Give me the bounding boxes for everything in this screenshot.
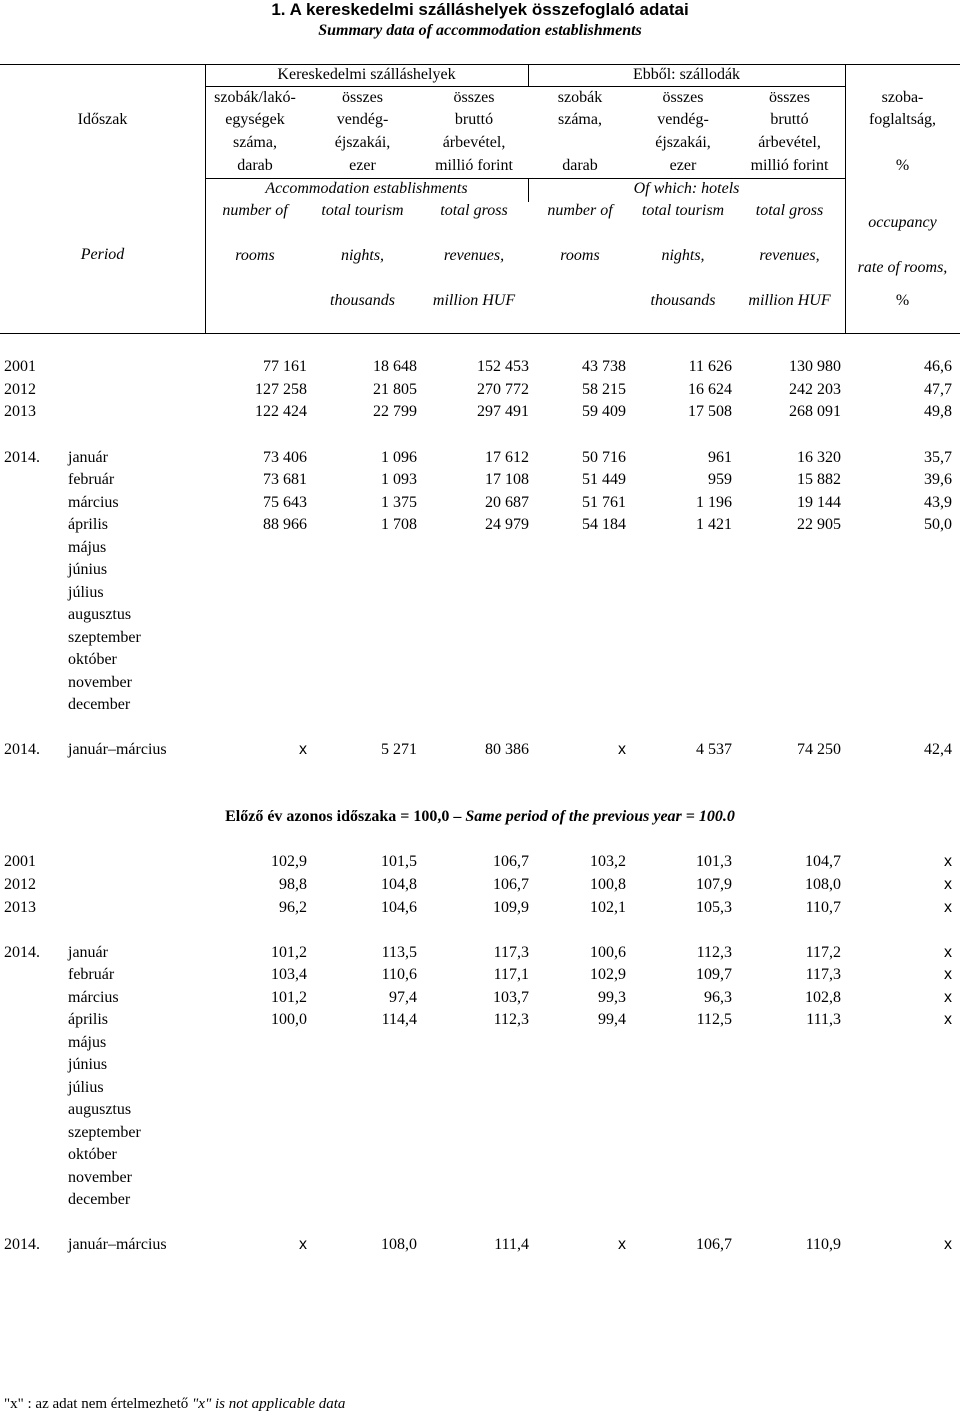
cell-col5: 105,3 bbox=[696, 899, 732, 916]
cell-col6: 111,3 bbox=[806, 1011, 841, 1028]
row-month: május bbox=[68, 539, 107, 556]
col3-hu-4: millió forint bbox=[435, 157, 513, 174]
cell-col7: x bbox=[944, 966, 952, 983]
col2-en-3: thousands bbox=[330, 292, 395, 309]
col5-en-2: nights, bbox=[661, 247, 705, 264]
table-row bbox=[0, 1167, 960, 1189]
col5-en-3: thousands bbox=[650, 292, 716, 309]
cell-col3: 80 386 bbox=[485, 741, 529, 758]
cell-col1: 127 258 bbox=[255, 381, 307, 398]
cell-col7: 47,7 bbox=[924, 381, 952, 398]
cell-col3: 17 108 bbox=[485, 471, 529, 488]
row-month: december bbox=[68, 1191, 131, 1208]
cell-col4: 99,3 bbox=[598, 989, 626, 1006]
col6-en-2: revenues, bbox=[759, 247, 820, 264]
cell-col2: 114,4 bbox=[381, 1011, 417, 1028]
cell-col3: 17 612 bbox=[485, 449, 529, 466]
col2-en-1: total tourism bbox=[321, 202, 404, 219]
cell-col2: 5 271 bbox=[381, 741, 417, 758]
cell-col7: 49,8 bbox=[924, 403, 952, 420]
cell-col5: 959 bbox=[708, 471, 732, 488]
table-row bbox=[0, 874, 960, 896]
row-month: augusztus bbox=[68, 606, 132, 623]
cell-col7: x bbox=[944, 944, 952, 961]
table-header bbox=[0, 64, 960, 334]
row-year: 2001 bbox=[4, 358, 36, 375]
cell-col3: 24 979 bbox=[485, 516, 529, 533]
table-row bbox=[0, 379, 960, 401]
col5-hu-3: éjszakái, bbox=[655, 134, 711, 151]
col7-hu-2: foglaltság, bbox=[868, 111, 937, 128]
header-bottom-rule bbox=[0, 333, 960, 334]
cell-col5: 96,3 bbox=[704, 989, 732, 1006]
table-row bbox=[0, 1009, 960, 1031]
row-month: január–március bbox=[68, 741, 167, 758]
cell-col5: 4 537 bbox=[696, 741, 732, 758]
footnote-hu: "x" : az adat nem értelmezhető bbox=[4, 1396, 189, 1412]
cell-col6: 74 250 bbox=[797, 741, 841, 758]
table-row bbox=[0, 537, 960, 559]
row-month: március bbox=[68, 494, 119, 511]
col1-hu-2: egységek bbox=[225, 111, 285, 128]
col3-hu-2: bruttó bbox=[454, 111, 494, 128]
col7-hu-1: szoba- bbox=[881, 89, 924, 106]
cell-col1: 101,2 bbox=[271, 944, 307, 961]
cell-col4: 54 184 bbox=[582, 516, 626, 533]
cell-col1: 96,2 bbox=[279, 899, 307, 916]
cell-col4: x bbox=[618, 741, 626, 758]
cell-col1: 73 406 bbox=[263, 449, 307, 466]
cell-col3: 111,4 bbox=[494, 1236, 529, 1253]
col1-en-1: number of bbox=[222, 202, 288, 219]
row-month: május bbox=[68, 1034, 107, 1051]
col6-hu-4: millió forint bbox=[750, 157, 829, 174]
table-row bbox=[0, 559, 960, 581]
col3-en-2: revenues, bbox=[443, 247, 505, 264]
col3-en-3: million HUF bbox=[432, 292, 516, 309]
table-row bbox=[0, 1099, 960, 1121]
period-label-en: Period bbox=[80, 246, 125, 263]
table-row bbox=[0, 604, 960, 626]
cell-col5: 1 421 bbox=[696, 516, 732, 533]
col1-hu-3: száma, bbox=[233, 134, 277, 151]
col5-hu-2: vendég- bbox=[657, 111, 709, 128]
cell-col6: 110,7 bbox=[805, 899, 841, 916]
row-month: február bbox=[68, 471, 115, 488]
row-month: április bbox=[68, 1011, 108, 1028]
cell-col6: 22 905 bbox=[797, 516, 841, 533]
cell-col4: 43 738 bbox=[582, 358, 626, 375]
cell-col2: 108,0 bbox=[381, 1236, 417, 1253]
cell-col2: 110,6 bbox=[381, 966, 417, 983]
cell-col7: 39,6 bbox=[924, 471, 952, 488]
cell-col4: 100,8 bbox=[590, 876, 626, 893]
footnote bbox=[4, 1394, 345, 1414]
row-month: július bbox=[68, 584, 104, 601]
cell-col6: 19 144 bbox=[797, 494, 841, 511]
col6-hu-3: árbevétel, bbox=[758, 134, 821, 151]
cell-col5: 112,5 bbox=[696, 1011, 732, 1028]
col5-en-1: total tourism bbox=[641, 202, 725, 219]
row-month: augusztus bbox=[68, 1101, 132, 1118]
cell-col5: 1 196 bbox=[696, 494, 732, 511]
cell-col4: 50 716 bbox=[582, 449, 626, 466]
cell-col4: 58 215 bbox=[582, 381, 626, 398]
cell-col6: 242 203 bbox=[789, 381, 841, 398]
cell-col5: 961 bbox=[708, 449, 732, 466]
cell-col4: x bbox=[618, 1236, 626, 1253]
row-year: 2014. bbox=[4, 944, 40, 961]
cell-col5: 112,3 bbox=[696, 944, 732, 961]
row-month: március bbox=[68, 989, 119, 1006]
col1-en-2: rooms bbox=[235, 247, 275, 264]
cell-col7: 35,7 bbox=[924, 449, 952, 466]
cell-col2: 18 648 bbox=[373, 358, 417, 375]
section2-title-hu: Előző év azonos időszaka = 100,0 bbox=[225, 808, 450, 825]
col6-en-3: million HUF bbox=[748, 292, 831, 309]
cell-col1: x bbox=[299, 1236, 307, 1253]
cell-col1: 100,0 bbox=[271, 1011, 307, 1028]
col1-hu-1: szobák/lakó- bbox=[214, 89, 296, 106]
col1-hu-4: darab bbox=[237, 157, 273, 174]
cell-col1: 122 424 bbox=[255, 403, 307, 420]
cell-col6: 104,7 bbox=[805, 853, 841, 870]
col7-en-3: % bbox=[895, 292, 910, 309]
row-month: október bbox=[68, 651, 117, 668]
row-month: november bbox=[68, 674, 132, 691]
cell-col1: 103,4 bbox=[271, 966, 307, 983]
cell-col1: 88 966 bbox=[263, 516, 307, 533]
row-month: január bbox=[68, 449, 108, 466]
group1-label-hu: Kereskedelmi szálláshelyek bbox=[277, 66, 456, 83]
col2-en-2: nights, bbox=[340, 247, 385, 264]
cell-col3: 103,7 bbox=[493, 989, 529, 1006]
cell-col6: 117,3 bbox=[805, 966, 841, 983]
cell-col6: 102,8 bbox=[805, 989, 841, 1006]
row-month: január bbox=[68, 944, 108, 961]
cell-col3: 106,7 bbox=[493, 853, 529, 870]
cell-col2: 113,5 bbox=[381, 944, 417, 961]
cell-col7: 50,0 bbox=[924, 516, 952, 533]
table-row bbox=[0, 1077, 960, 1099]
col3-hu-1: összes bbox=[453, 89, 495, 106]
row-year: 2013 bbox=[4, 403, 36, 420]
cell-col4: 103,2 bbox=[590, 853, 626, 870]
row-year: 2001 bbox=[4, 853, 36, 870]
cell-col5: 17 508 bbox=[688, 403, 732, 420]
cell-col6: 130 980 bbox=[789, 358, 841, 375]
cell-col2: 1 375 bbox=[381, 494, 417, 511]
table-row bbox=[0, 1032, 960, 1054]
cell-col1: 73 681 bbox=[263, 471, 307, 488]
cell-col3: 117,1 bbox=[493, 966, 529, 983]
table-row bbox=[0, 627, 960, 649]
table-row bbox=[0, 649, 960, 671]
col2-hu-2: vendég- bbox=[336, 111, 389, 128]
cell-col7: x bbox=[944, 1236, 952, 1253]
table-row bbox=[0, 964, 960, 986]
cell-col7: x bbox=[944, 876, 952, 893]
cell-col4: 59 409 bbox=[582, 403, 626, 420]
row-month: február bbox=[68, 966, 115, 983]
section2-title bbox=[0, 806, 960, 828]
table-row bbox=[0, 987, 960, 1009]
table-row bbox=[0, 1189, 960, 1211]
cell-col3: 297 491 bbox=[477, 403, 529, 420]
row-month: július bbox=[68, 1079, 104, 1096]
cell-col7: 42,4 bbox=[924, 741, 952, 758]
cell-col3: 106,7 bbox=[493, 876, 529, 893]
cell-col4: 51 449 bbox=[582, 471, 626, 488]
row-month: szeptember bbox=[68, 1124, 141, 1141]
group2-label-en: Of which: hotels bbox=[633, 180, 740, 197]
row-month: április bbox=[68, 516, 108, 533]
table-row bbox=[0, 1054, 960, 1076]
title-hungarian: 1. A kereskedelmi szálláshelyek összefoglaló adatai bbox=[271, 0, 689, 19]
cell-col2: 1 708 bbox=[381, 516, 417, 533]
col6-hu-1: összes bbox=[769, 89, 810, 106]
col2-hu-4: ezer bbox=[349, 157, 376, 174]
section2-title-en: Same period of the previous year = 100.0 bbox=[465, 808, 735, 825]
col5-hu-4: ezer bbox=[669, 157, 697, 174]
cell-col3: 117,3 bbox=[493, 944, 529, 961]
cell-col5: 16 624 bbox=[688, 381, 732, 398]
group2-label-hu: Ebből: szállodák bbox=[632, 66, 741, 83]
col6-hu-2: bruttó bbox=[770, 111, 809, 128]
cell-col2: 1 096 bbox=[381, 449, 417, 466]
row-year: 2014. bbox=[4, 449, 40, 466]
cell-col3: 270 772 bbox=[477, 381, 529, 398]
row-month: december bbox=[68, 696, 131, 713]
cell-col4: 102,1 bbox=[590, 899, 626, 916]
cell-col3: 112,3 bbox=[493, 1011, 529, 1028]
cell-col5: 11 626 bbox=[688, 358, 732, 375]
table-row bbox=[0, 582, 960, 604]
cell-col1: 98,8 bbox=[279, 876, 307, 893]
cell-col7: 43,9 bbox=[924, 494, 952, 511]
cell-col4: 51 761 bbox=[582, 494, 626, 511]
cell-col2: 104,8 bbox=[381, 876, 417, 893]
period-label-hu: Időszak bbox=[77, 111, 128, 128]
cell-col2: 97,4 bbox=[389, 989, 417, 1006]
cell-col7: x bbox=[944, 989, 952, 1006]
col7-hu-3: % bbox=[895, 157, 910, 174]
col3-en-1: total gross bbox=[440, 202, 508, 219]
col2-hu-3: éjszakái, bbox=[334, 134, 391, 151]
table-row bbox=[0, 447, 960, 469]
row-month: november bbox=[68, 1169, 132, 1186]
cell-col7: x bbox=[944, 899, 952, 916]
cell-col6: 268 091 bbox=[789, 403, 841, 420]
table-row bbox=[0, 942, 960, 964]
col4-hu-1: szobák bbox=[557, 89, 603, 106]
row-month: október bbox=[68, 1146, 117, 1163]
row-year: 2013 bbox=[4, 899, 36, 916]
table-row bbox=[0, 356, 960, 378]
cell-col4: 102,9 bbox=[590, 966, 626, 983]
cell-col4: 99,4 bbox=[598, 1011, 626, 1028]
table-row bbox=[0, 1234, 960, 1256]
col4-en-1: number of bbox=[547, 202, 613, 219]
table-row bbox=[0, 739, 960, 761]
cell-col5: 106,7 bbox=[696, 1236, 732, 1253]
cell-col1: 75 643 bbox=[263, 494, 307, 511]
cell-col1: 101,2 bbox=[271, 989, 307, 1006]
cell-col2: 104,6 bbox=[381, 899, 417, 916]
row-year: 2012 bbox=[4, 876, 36, 893]
cell-col5: 107,9 bbox=[696, 876, 732, 893]
table-row bbox=[0, 1144, 960, 1166]
table-row bbox=[0, 851, 960, 873]
col4-hu-3: darab bbox=[562, 157, 598, 174]
cell-col6: 108,0 bbox=[805, 876, 841, 893]
row-year: 2012 bbox=[4, 381, 36, 398]
row-year: 2014. bbox=[4, 1236, 40, 1253]
col4-hu-2: száma, bbox=[558, 111, 602, 128]
cell-col5: 109,7 bbox=[696, 966, 732, 983]
row-month: június bbox=[68, 561, 108, 578]
cell-col3: 20 687 bbox=[485, 494, 529, 511]
col7-en-2: rate of rooms, bbox=[857, 259, 948, 276]
cell-col6: 110,9 bbox=[805, 1236, 841, 1253]
table-row bbox=[0, 401, 960, 423]
section2-title-sep: – bbox=[453, 808, 466, 825]
table-row bbox=[0, 492, 960, 514]
cell-col7: x bbox=[944, 853, 952, 870]
footnote-en: "x" is not applicable data bbox=[192, 1396, 346, 1412]
cell-col2: 22 799 bbox=[373, 403, 417, 420]
table-row bbox=[0, 1122, 960, 1144]
col2-hu-1: összes bbox=[342, 89, 383, 106]
table-row bbox=[0, 694, 960, 716]
cell-col6: 15 882 bbox=[797, 471, 841, 488]
title-english: Summary data of accommodation establishments bbox=[318, 22, 642, 39]
group1-label-en: Accommodation establishments bbox=[265, 180, 468, 197]
cell-col7: 46,6 bbox=[924, 358, 952, 375]
col7-en-1: occupancy bbox=[868, 214, 937, 231]
cell-col1: 77 161 bbox=[263, 358, 307, 375]
table-row bbox=[0, 514, 960, 536]
cell-col1: x bbox=[299, 741, 307, 758]
table-row bbox=[0, 672, 960, 694]
cell-col2: 21 805 bbox=[373, 381, 417, 398]
table-row bbox=[0, 469, 960, 491]
col5-hu-1: összes bbox=[662, 89, 704, 106]
col3-hu-3: árbevétel, bbox=[442, 134, 506, 151]
col6-en-1: total gross bbox=[755, 202, 824, 219]
cell-col6: 16 320 bbox=[797, 449, 841, 466]
cell-col4: 100,6 bbox=[590, 944, 626, 961]
row-year: 2014. bbox=[4, 741, 40, 758]
row-month: szeptember bbox=[68, 629, 141, 646]
cell-col6: 117,2 bbox=[805, 944, 841, 961]
page-title bbox=[0, 0, 960, 41]
cell-col2: 1 093 bbox=[381, 471, 417, 488]
cell-col1: 102,9 bbox=[271, 853, 307, 870]
table-row bbox=[0, 897, 960, 919]
cell-col2: 101,5 bbox=[381, 853, 417, 870]
cell-col7: x bbox=[944, 1011, 952, 1028]
cell-col3: 109,9 bbox=[493, 899, 529, 916]
cell-col3: 152 453 bbox=[477, 358, 529, 375]
col4-en-2: rooms bbox=[560, 247, 600, 264]
cell-col5: 101,3 bbox=[696, 853, 732, 870]
row-month: június bbox=[68, 1056, 108, 1073]
row-month: január–március bbox=[68, 1236, 167, 1253]
